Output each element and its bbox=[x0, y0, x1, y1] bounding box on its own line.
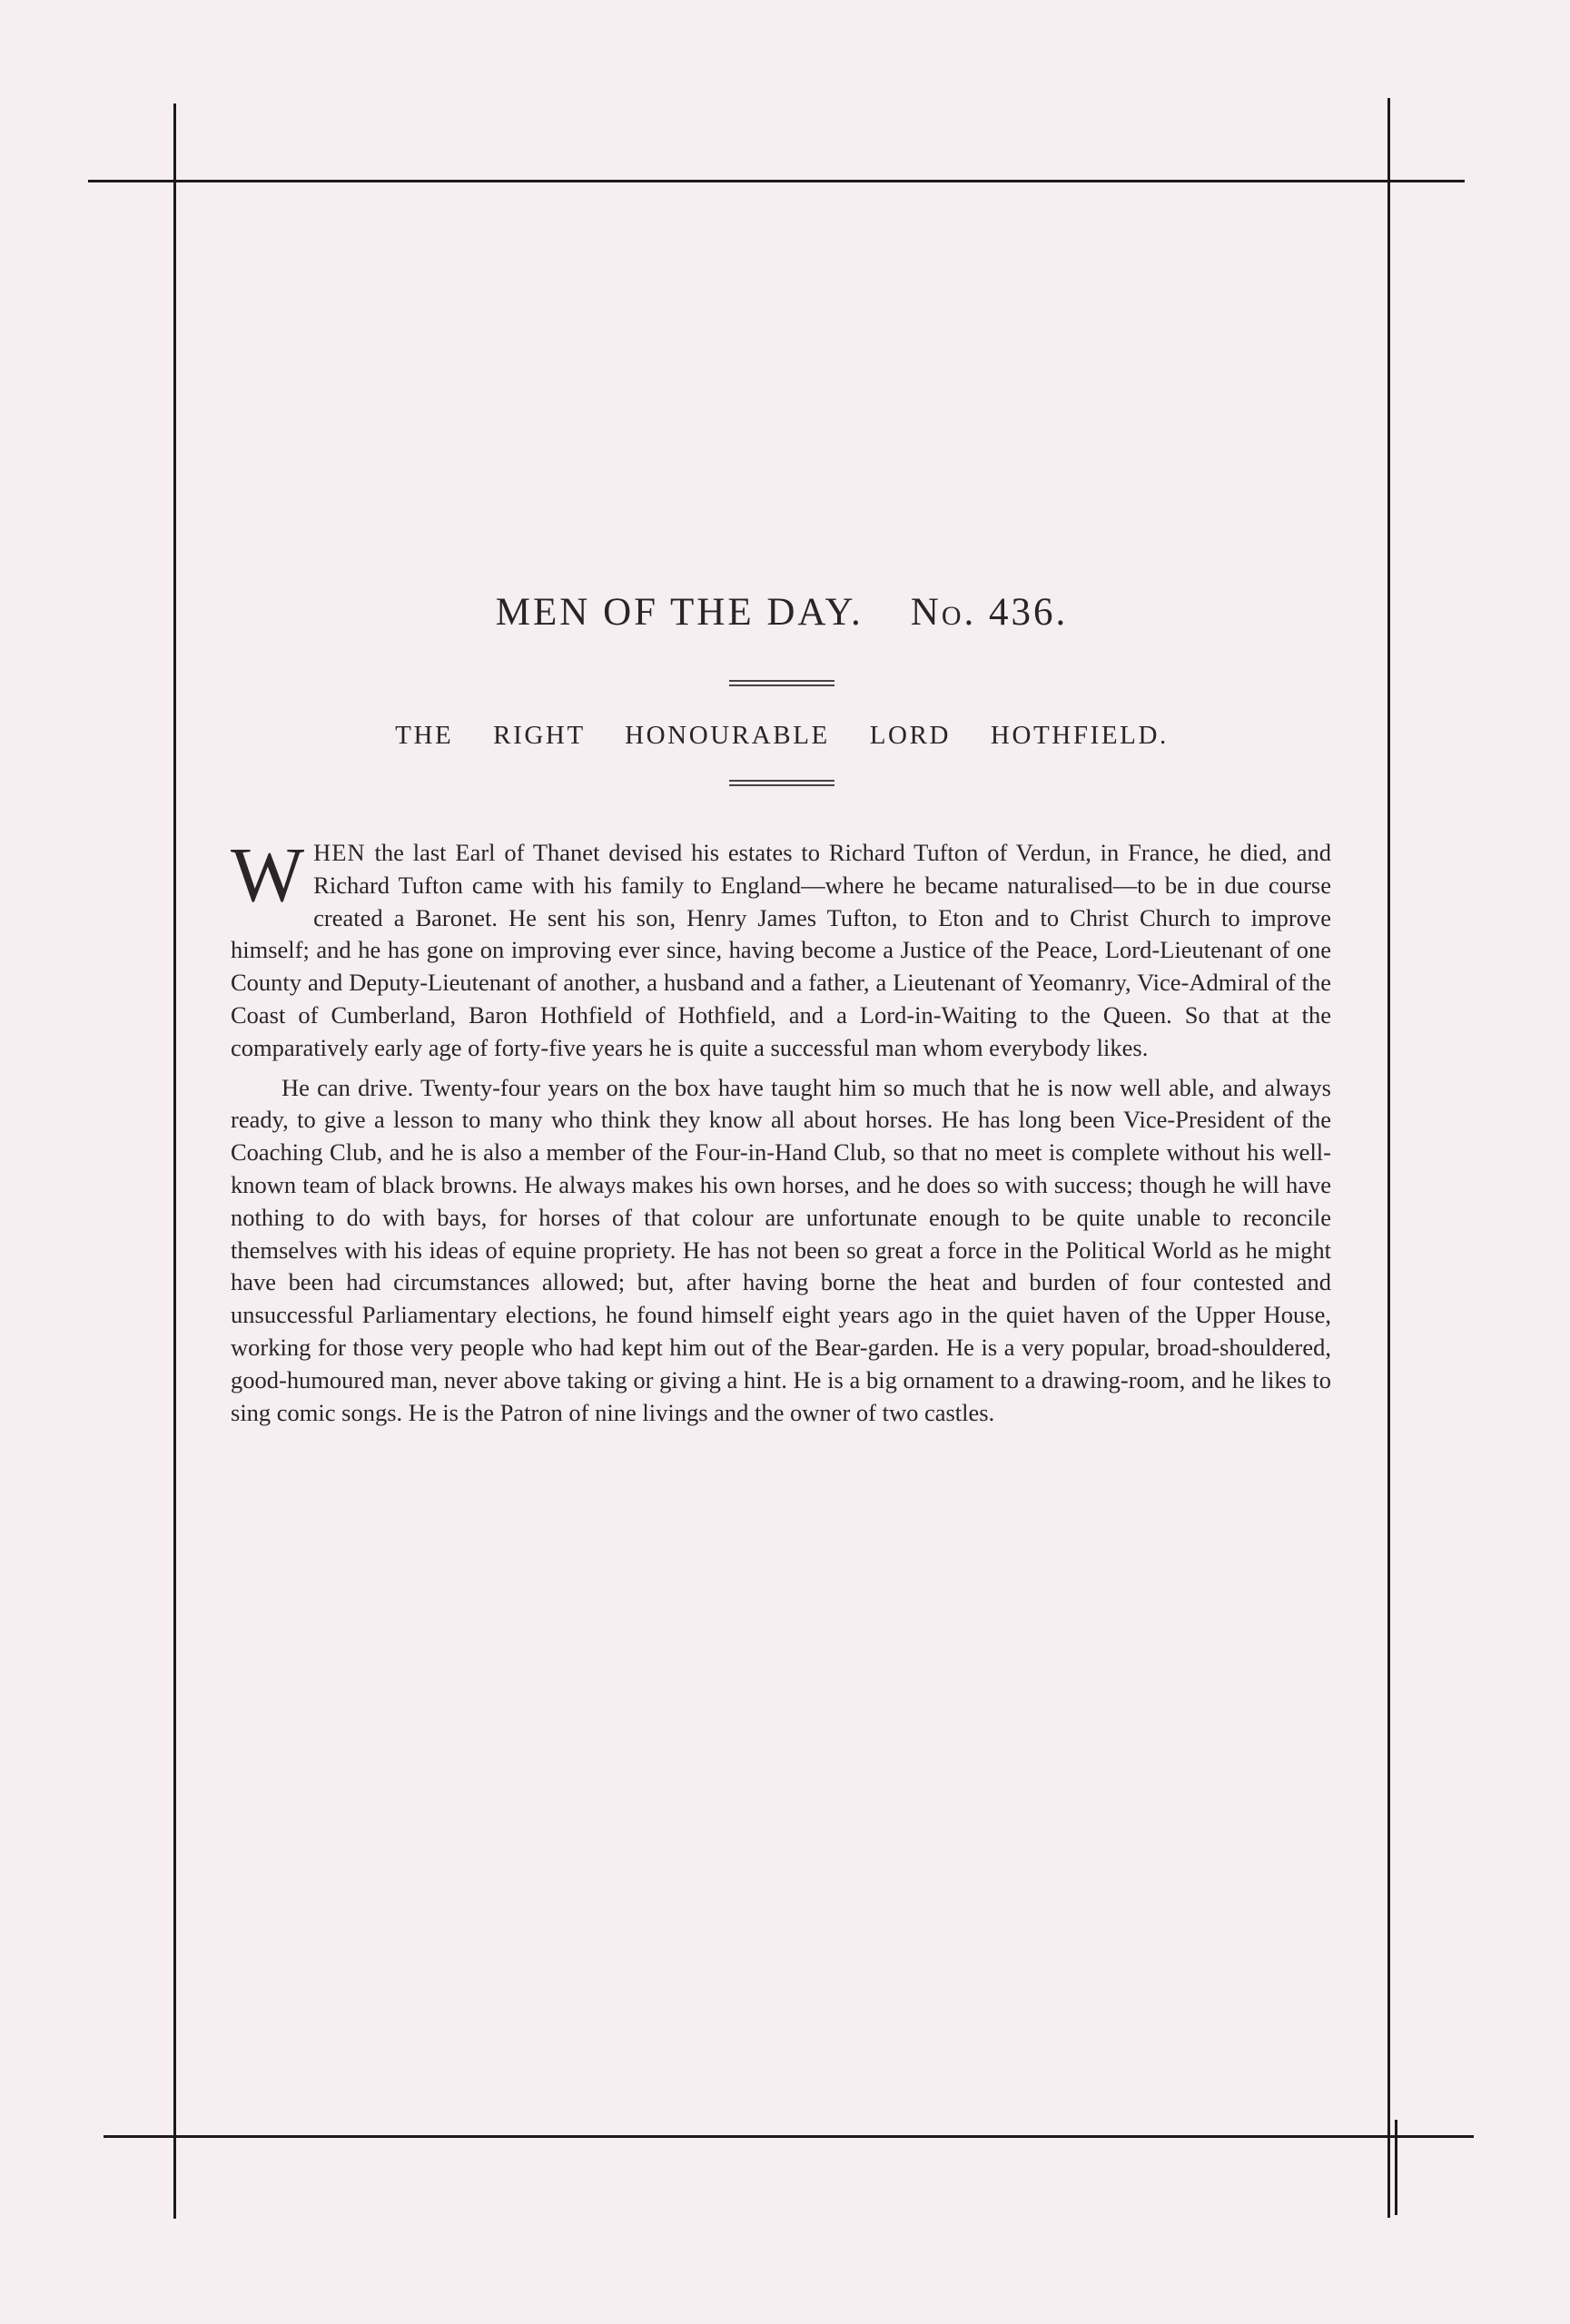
issue-number: 436. bbox=[988, 591, 1069, 634]
page-header bbox=[176, 590, 1387, 786]
drop-cap: W bbox=[231, 831, 305, 918]
ornamental-double-rule bbox=[729, 680, 834, 686]
article-body bbox=[231, 831, 1331, 1429]
subject-title: THE RIGHT HONOURABLE LORD HOTHFIELD. bbox=[395, 721, 1169, 750]
frame-right-rule bbox=[1387, 98, 1390, 2218]
ornamental-double-rule bbox=[729, 780, 834, 786]
series-title bbox=[176, 590, 1387, 635]
number-prefix: No. bbox=[910, 591, 977, 634]
series-name: MEN OF THE DAY. bbox=[495, 591, 864, 634]
frame-top-rule bbox=[88, 180, 1465, 182]
article-paragraph: He can drive. Twenty-four years on the box have taught him so much that he is now well able, and always ready, to give a lesson to many who think they know all about horses. He has long been Vice-President of the Coaching Club, and he is also a member of the Four-in-Hand Club, so that no meet is complete without his well-known team of black browns. He always makes his own horses, and he does so with success; though he will have nothing to do with bays, for horses of that colour are unfortunate enough to be quite unable to reconcile themselves with his ideas of equine propriety. He has not been so great a force in the Political World as he might have been had circumstances allowed; but, after having borne the heat and burden of four contested and unsuccessful Parliamentary elections, he found himself eight years ago in the quiet haven of the Upper House, working for those very people who had kept him out of the Bear-garden. He is a very popular, broad-shouldered, good-humoured man, never above taking or giving a hint. He is a big ornament to a drawing-room, and he likes to sing comic songs. He is the Patron of nine livings and the owner of two castles. bbox=[231, 1073, 1331, 1426]
frame-right-rule-lower bbox=[1395, 2120, 1397, 2215]
frame-left-rule bbox=[173, 103, 176, 2219]
frame-bottom-rule bbox=[104, 2135, 1474, 2138]
paragraph-text: the last Earl of Thanet devised his estates to Richard Tufton of Verdun, in France, he died, and Richard Tufton came with his family to England—where he became naturalised—to be in due course created a Baronet. He sent his son, Henry James Tufton, to Eton and to Christ Church to improve himself; and he has gone on improving ever since, having become a Justice of the Peace, Lord-Lieutenant of one County and Deputy-Lieutenant of another, a husband and a father, a Lieutenant of Yeomanry, Vice-Admiral of the Coast of Cumberland, Baron Hothfield of Hothfield, and a Lord-in-Waiting to the Queen. So that at the comparatively early age of forty-five years he is quite a successful man whom everybody likes. bbox=[231, 839, 1331, 1061]
article-paragraph bbox=[231, 831, 1331, 1065]
lead-in-caps: HEN bbox=[313, 839, 366, 866]
